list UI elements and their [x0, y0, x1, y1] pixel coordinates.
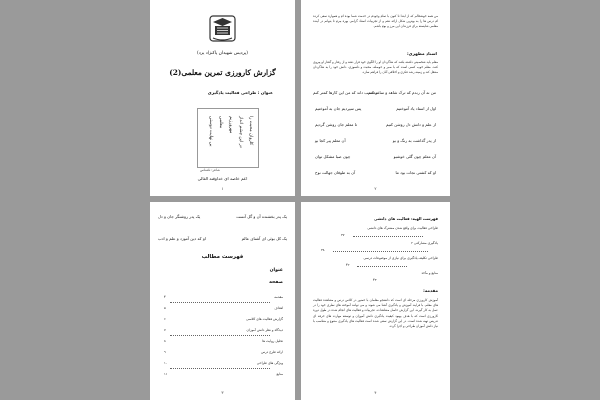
list-item-page: ۴۳ — [373, 278, 377, 282]
section-heading: استاد مطهری: — [407, 51, 437, 56]
poem-hemistich: او که کشتی نجات بود ما — [395, 170, 436, 175]
verse-line: معلمی — [218, 116, 223, 129]
page-introduction — [301, 202, 450, 400]
toc-divider — [170, 335, 270, 336]
toc-divider — [170, 368, 270, 369]
cover-closing: اعم خاصه ای خداوقته الغالی — [197, 176, 248, 181]
toc-entry-page: ۱۰ — [164, 361, 168, 365]
verse-line: مهرورزیم — [228, 116, 233, 134]
toc-entry[interactable] — [164, 295, 283, 300]
toc-entry[interactable] — [164, 328, 283, 333]
report-subject: عنوان : طراحی فعالیت یادگیری — [207, 90, 273, 95]
list-item[interactable] — [411, 241, 438, 246]
list-leader — [333, 251, 428, 252]
verse-line: یک پدر بخشنده آن و گل آنست — [236, 214, 287, 219]
toc-entry-label: گزارش فعالیت های کلاسی — [246, 317, 283, 321]
toc-entry[interactable] — [164, 350, 283, 355]
toc-entry-label: دیدگاه و نظر دانش آموزان — [246, 328, 283, 332]
page-dedication — [301, 0, 450, 196]
poem-hemistich: اول از استاد یاد آموختیم — [396, 106, 436, 111]
toc-entry[interactable] — [164, 317, 283, 322]
page-number: ۲ — [374, 186, 377, 191]
list-item-label: منابع و مآخذ — [421, 271, 438, 275]
page-cover — [150, 0, 295, 196]
toc-entry[interactable] — [164, 361, 283, 366]
list-leader — [357, 266, 407, 267]
verse-line: کاروان محبت را — [248, 116, 253, 146]
toc-entry-page: ۴ — [164, 295, 166, 299]
list-item-label: طراحی فعالیت برای واقع شدن مشترک های دانشی — [367, 226, 438, 230]
list-item-label: یادگیری مشارکتی ۲ — [411, 241, 438, 245]
toc-entry-page: ۹ — [164, 350, 166, 354]
toc-entry-page: ۸ — [164, 339, 166, 343]
page-number: ۱ — [221, 186, 224, 191]
verse-line: یک پدر روشنگر جان و دل — [158, 214, 201, 219]
toc-entry[interactable] — [164, 306, 283, 311]
institution-name: (پردیس شهیدان پاکنژاد یزد) — [197, 51, 248, 56]
list-item[interactable] — [363, 256, 438, 261]
poem-hemistich: آن معلم چون گلی خوشبو — [393, 154, 436, 159]
verse-line: او که دین آموزد و علم و ادب — [158, 236, 206, 241]
toc-entry-label: ویژگی های طراحی — [256, 361, 283, 365]
list-item-label: طراحی تکلیف یادگیری برای نیازی از موضوعات درسی — [363, 256, 438, 260]
toc-col-page: صفحه — [269, 280, 283, 285]
university-logo-icon — [207, 14, 238, 44]
toc-col-title: عنوان — [269, 268, 283, 273]
toc-divider — [170, 302, 270, 303]
poem-hemistich: آن به طوفان جهالت نوح — [315, 170, 356, 175]
page-toc — [150, 202, 295, 400]
toc-entry-label: ارائه طرح درس — [261, 350, 283, 354]
poem-hemistich: من نه آن رندم که ترک شاهد و ساغر کنم — [368, 90, 436, 95]
intro-heading: مقدمه: — [423, 288, 438, 293]
toc-entry-page: ۵ — [164, 306, 166, 310]
toc-entry-label: مقدمه — [274, 295, 283, 299]
page-number: ۴ — [374, 390, 377, 395]
verse-line: در این چشم انداز — [238, 116, 243, 148]
page-number: ۳ — [221, 390, 224, 395]
toc-entry-label: اهداف — [274, 306, 283, 310]
poem-hemistich: محتسب داند که من این کارها کمتر کنم — [313, 90, 378, 95]
verse-line: بی نهایت دوستی — [208, 116, 213, 147]
intro-paragraph: من همه خوشحالم که از ابتدا تا کنون با تمام وجودم در خدمت شما بوده ام و همواره سعی کرده ام درس ها را به بهترین شکل ارائه دهم و از تجربیات استاد گرامی بهره ببرم تا بتوانم در آینده معلمی شایسته برای فرزندان این مرز و بوم باشم. — [313, 14, 438, 29]
toc-entry-label: تحلیل روایت ها — [262, 339, 283, 343]
toc-entry-page: ۶ — [164, 317, 166, 321]
list-heading: فهرست الهیه: فعالیت های دانشی — [374, 216, 438, 221]
poem-hemistich: چون صبا مشکل توان — [315, 154, 351, 159]
toc-entry[interactable] — [164, 339, 283, 344]
intro-paragraph: آموزش کارورزی مرحله ای است که دانشجو معلمان با حضور در کلاس درس و مشاهده فعالیت های معلم، با فرایند آموزش و یادگیری آشنا می شوند و می توانند آموخته های نظری خود را در عمل به کار گیرند. این گزارش حاصل مشاهدات، تجربیات و فعالیت های انجام شده در طول دوره کارورزی است که با هدف بهبود کیفیت یادگیری دانش آموزان و توسعه مهارت های حرفه ای تدریس تهیه شده است. در این گزارش سعی شده است فعالیت های یادگیری متنوع و متناسب با نیاز دانش آموزان طراحی و اجرا گردد. — [313, 298, 438, 329]
report-title: گزارش کارورزی تمرین معلمی(2) — [169, 68, 276, 77]
toc-entry-page: ۷ — [164, 328, 166, 332]
poem-hemistich: پس سپردیم جان به آموختیم — [315, 106, 362, 111]
list-item-page: ۳۸ — [321, 248, 325, 252]
poem-hemistich: آن معلم پیر کجا بو — [315, 138, 346, 143]
list-item[interactable] — [421, 271, 438, 276]
list-item[interactable] — [367, 226, 438, 231]
toc-entry[interactable] — [164, 372, 283, 377]
list-item-page: ۳۷ — [341, 233, 345, 237]
verse-author: شاعر: ناشناس — [200, 168, 220, 172]
toc-entry-label: منابع — [276, 372, 283, 376]
toc-title: فهرست مطالب — [201, 254, 244, 260]
poem-hemistich: از علم و دانش دل روشن کنیم — [385, 122, 436, 127]
poem-hemistich: از پدر گذاشت به رنگ و بو — [392, 138, 436, 143]
list-leader — [353, 236, 423, 237]
poem-hemistich: تا معلم جان روشن گردیم — [315, 122, 358, 127]
body-paragraph: معلم باید شخصیتی داشته باشد که شاگردان او را الگوی خود قرار دهند و از رفتار و گفتار او پیروی کنند. معلم خوب کسی است که با صبر و حوصله، محبت و دلسوزی، دانش خود را به شاگردان منتقل کند و زمینه رشد فکری و اخلاقی آنان را فراهم سازد. — [313, 60, 438, 75]
list-item-page: ۴۲ — [346, 263, 350, 267]
verse-line: یک کل بوئی ای آشنای عالم — [241, 236, 287, 241]
toc-entry-page: ۱۱ — [164, 372, 168, 376]
